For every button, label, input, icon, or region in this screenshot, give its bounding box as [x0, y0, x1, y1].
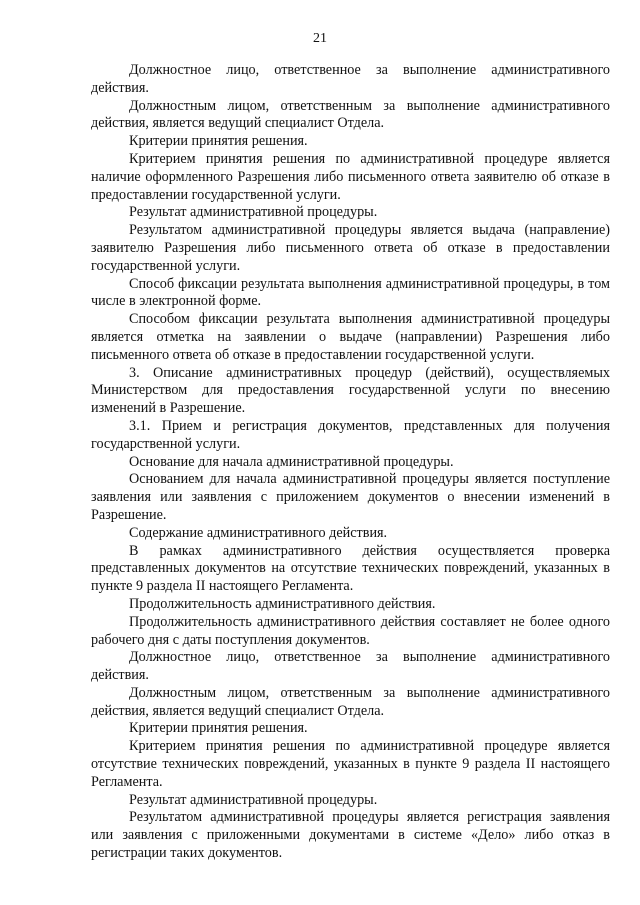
paragraph: Способ фиксации результата выполнения административной процедуры, в том числе в электронной форме.: [91, 275, 610, 310]
paragraph: Должностным лицом, ответственным за выполнение административного действия, является ведущий специалист Отдела.: [91, 684, 610, 719]
paragraph: Результатом административной процедуры является регистрация заявления или заявления с приложенными документами в системе «Дело» либо отказ в регистрации таких документов.: [91, 809, 610, 862]
paragraph: Критерием принятия решения по административной процедуре является отсутствие технических повреждений, указанных в пункте 9 раздела II настоящего Регламента.: [91, 738, 610, 790]
paragraph: Продолжительность административного действия.: [129, 595, 436, 612]
paragraph: Основание для начала административной процедуры.: [129, 453, 454, 470]
paragraph: Критерием принятия решения по административной процедуре является наличие оформленного Разрешения либо письменного ответа заявителю об отказе в предоставлении государственной услуги.: [91, 150, 610, 203]
page-number: 21: [313, 31, 327, 46]
paragraph: Продолжительность административного действия составляет не более одного рабочего дня с даты поступления документов.: [91, 613, 610, 648]
paragraph: В рамках административного действия осуществляется проверка представленных документов на отсутствие технических повреждений, указанных в пункте 9 раздела II настоящего Регламента.: [91, 542, 610, 595]
paragraph: Должностное лицо, ответственное за выполнение административного действия.: [91, 649, 610, 684]
paragraph: Критерии принятия решения.: [129, 133, 308, 150]
paragraph: Содержание административного действия.: [129, 524, 388, 541]
paragraph: 3. Описание административных процедур (действий), осуществляемых Министерством для предоставления государственной услуги по внесению изменений в Разрешение.: [91, 364, 610, 417]
paragraph: Результат административной процедуры.: [129, 791, 378, 808]
paragraph: Результат административной процедуры.: [129, 204, 378, 221]
paragraph: 3.1. Прием и регистрация документов, представленных для получения государственной услуги.: [91, 417, 610, 452]
document-body: [91, 62, 610, 863]
paragraph: Критерии принятия решения.: [129, 720, 308, 737]
paragraph: Должностное лицо, ответственное за выполнение административного действия.: [91, 62, 610, 96]
paragraph: Результатом административной процедуры является выдача (направление) заявителю Разрешения либо письменного ответа об отказе в предоставлении государственной услуги.: [91, 222, 610, 274]
paragraph: Способом фиксации результата выполнения административной процедуры является отметка на заявлении о выдаче (направлении) Разрешения либо письменного ответа об отказе в предоставлении государственной услуги.: [91, 311, 610, 363]
paragraph: Должностным лицом, ответственным за выполнение административного действия, является ведущий специалист Отдела.: [91, 97, 610, 132]
paragraph: Основанием для начала административной процедуры является поступление заявления или заявления с приложением документов о внесении изменений в Разрешение.: [91, 471, 610, 523]
